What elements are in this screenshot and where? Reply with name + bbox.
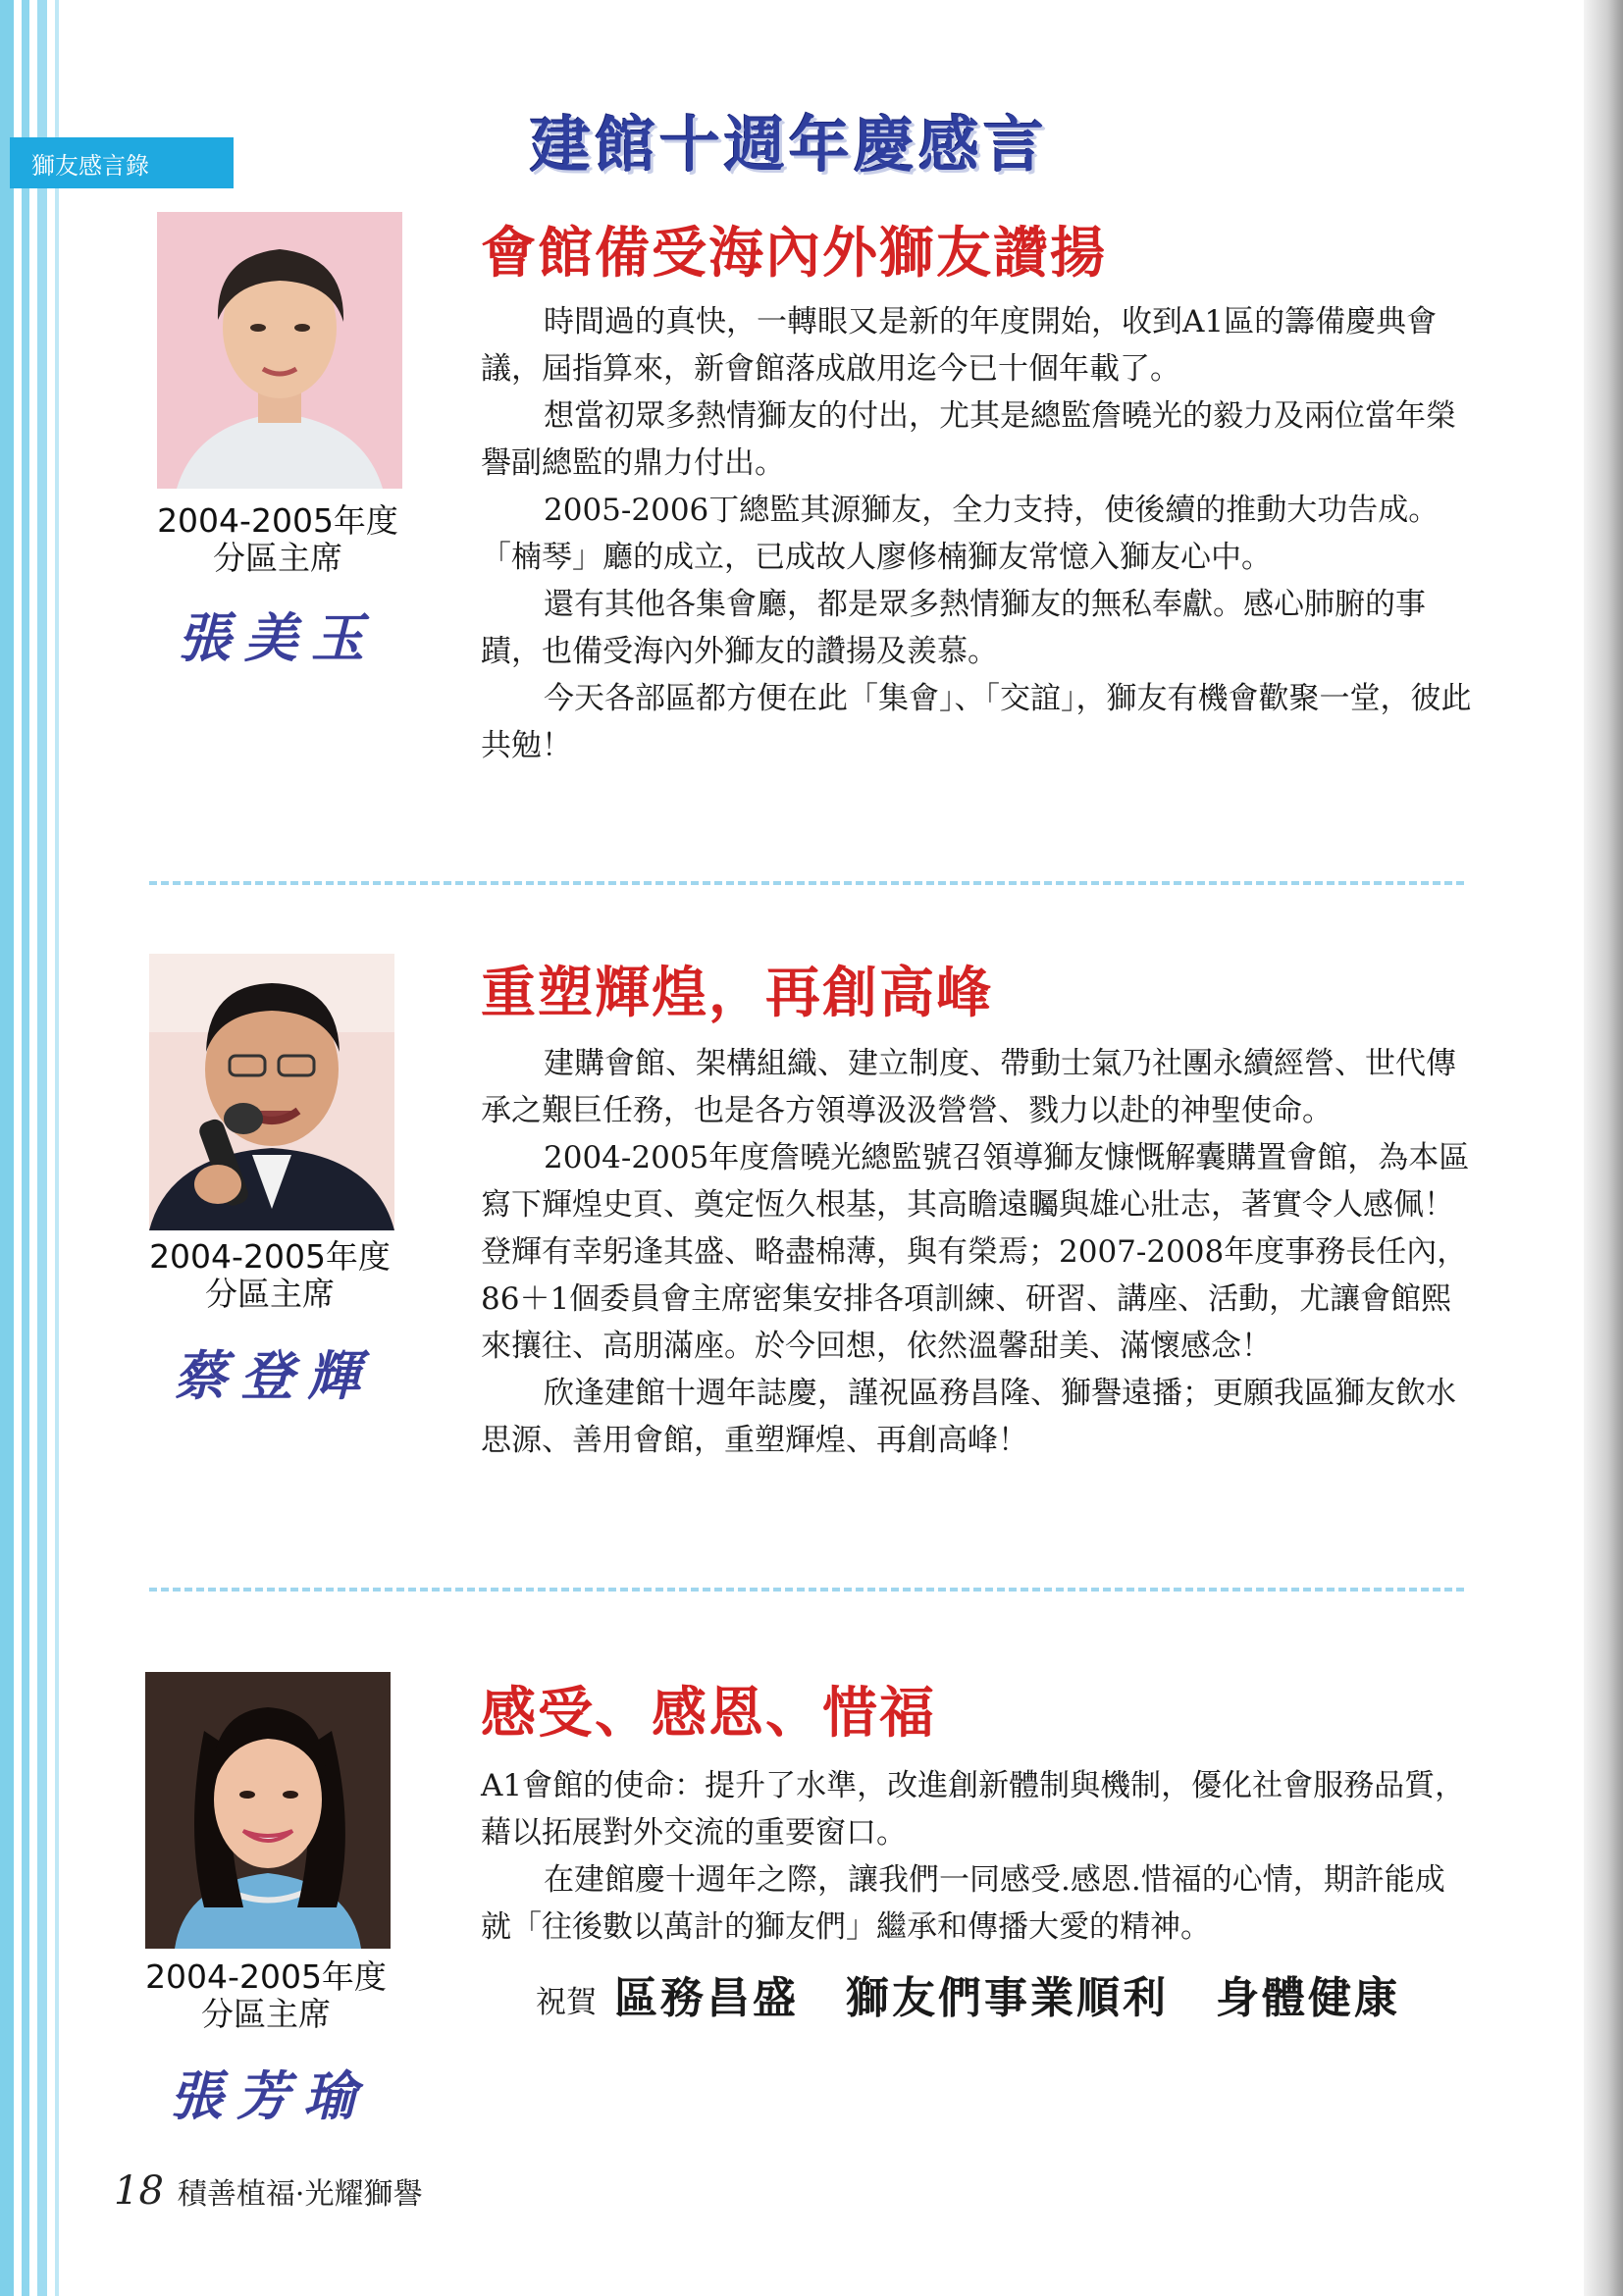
article-body (481, 298, 1472, 769)
section-tab: 獅友感言錄 (10, 137, 234, 188)
paragraph: 在建館慶十週年之際，讓我們一同感受.感恩.惜福的心情，期許能成就「往後數以萬計的獅友們」繼承和傳播大愛的精神。 (481, 1862, 1445, 1945)
paragraph: 今天各部區都方便在此「集會」、「交誼」，獅友有機會歡聚一堂，彼此共勉！ (481, 681, 1472, 763)
article-body (481, 1762, 1472, 1951)
author-caption (137, 1238, 402, 1313)
decor-stripe (55, 0, 59, 2296)
greeting-lead: 祝賀 (536, 1985, 597, 2020)
paragraph: 欣逢建館十週年誌慶，謹祝區務昌隆、獅譽遠播；更願我區獅友飲水思源、善用會館，重塑輝煌、再創高峰！ (481, 1376, 1456, 1458)
caption-term: 2004-2005年度 (157, 501, 398, 540)
page-footer (114, 2168, 422, 2214)
article-body (481, 1040, 1472, 1464)
author-photo (149, 954, 394, 1230)
author-photo (145, 1672, 391, 1949)
author-caption (133, 1958, 398, 2033)
decor-stripe (0, 0, 14, 2296)
footer-slogan: 積善植福·光耀獅譽 (177, 2177, 423, 2212)
greeting-phrase: 獅友們事業順利 (846, 1973, 1169, 2023)
article-headline: 感受、感恩、惜福 (481, 1681, 936, 1746)
paragraph: 2005-2006丁總監其源獅友，全力支持，使後續的推動大功告成。「楠琴」廳的成立，已成故人廖修楠獅友常憶入獅友心中。 (481, 493, 1440, 575)
page-number: 18 (114, 2168, 164, 2214)
article-headline: 會館備受海內外獅友讚揚 (481, 221, 1107, 286)
caption-role: 分區主席 (213, 539, 342, 577)
author-name: 張芳瑜 (170, 2064, 370, 2127)
greeting-line (536, 1962, 1517, 2025)
decor-stripe (37, 0, 47, 2296)
author-caption (145, 502, 410, 577)
greeting-phrase: 區務昌盛 (614, 1973, 799, 2023)
greeting-phrase: 身體健康 (1216, 1973, 1400, 2023)
author-name: 蔡登輝 (174, 1344, 374, 1407)
caption-term: 2004-2005年度 (149, 1237, 391, 1276)
page-title: 建館十週年慶感言 (530, 109, 1049, 181)
caption-role: 分區主席 (205, 1275, 335, 1313)
paragraph: 時間過的真快，一轉眼又是新的年度開始，收到A1區的籌備慶典會議，屆指算來，新會館落成啟用迄今已十個年載了。 (481, 304, 1438, 387)
paragraph: 2004-2005年度詹曉光總監號召領導獅友慷慨解囊購置會館，為本區寫下輝煌史頁、奠定恆久根基，其高瞻遠矚與雄心壯志，著實令人感佩！登輝有幸躬逢其盛、略盡棉薄，與有榮焉；2007-2008年度事務長任內，86＋1個委員會主席密集安排各項訓練、研習、講座、活動，尤讓會館熙來攘往、高朋滿座。於今回想，依然溫馨甜美、滿懷感念！ (481, 1140, 1470, 1364)
paragraph: 建購會館、架構組織、建立制度、帶動士氣乃社團永續經營、世代傳承之艱巨任務，也是各方領導汲汲營營、戮力以赴的神聖使命。 (481, 1046, 1456, 1128)
article-headline: 重塑輝煌，再創高峰 (481, 961, 993, 1025)
page-edge (1584, 0, 1623, 2296)
paragraph: A1會館的使命：提升了水準，改進創新體制與機制，優化社會服務品質，藉以拓展對外交流的重要窗口。 (481, 1768, 1466, 1851)
paragraph: 還有其他各集會廳，都是眾多熱情獅友的無私奉獻。感心肺腑的事蹟，也備受海內外獅友的讚揚及羨慕。 (481, 587, 1426, 669)
paragraph: 想當初眾多熱情獅友的付出，尤其是總監詹曉光的毅力及兩位當年榮譽副總監的鼎力付出。 (481, 398, 1456, 481)
caption-role: 分區主席 (201, 1995, 331, 2033)
caption-term: 2004-2005年度 (145, 1957, 387, 1996)
section-divider (149, 881, 1464, 885)
author-name: 張美玉 (178, 606, 378, 669)
section-divider (149, 1588, 1464, 1592)
author-photo (157, 212, 402, 489)
decor-stripe (22, 0, 29, 2296)
